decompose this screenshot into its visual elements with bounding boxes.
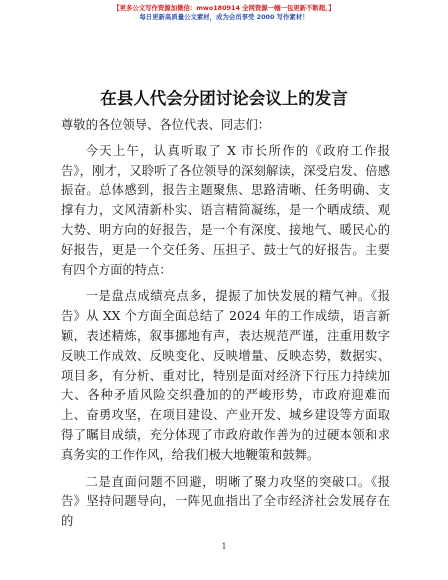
page-number: 1 [221, 542, 227, 551]
paragraph-2: 一是盘点成绩亮点多，提振了加快发展的精气神。《报告》从 XX 个方面全面总结了 2024 年的工作成绩，语言新颖，表述精炼，叙事挪地有声，表达规范严谨，注重用数字反映工作成效、反映变化、反映增量、反映态势，数据实、项目多，有分析、重对比，特别是面对经济下行压力持续加大、各种矛盾风险交织叠加的的严峻形势，市政府迎难而上、奋勇攻坚，在项目建设、产业开发、城乡建设等方面取得了瞩目成绩，充分体现了市政府敢作善为的过硬本领和求真务实的工作作风，给我们极大地鞭策和鼓舞。 [61, 289, 390, 462]
document-title: 在县人代会分团讨论会议上的发言 [100, 89, 348, 108]
salutation: 尊敬的各位领导、各位代表、同志们： [61, 118, 271, 132]
promo-banner-line1: 【更多公文写作资源加微信：mwo180914 全网资源一帼一包更新不断超，】 [113, 4, 335, 12]
paragraph-3: 二是直面问题不回避，明晰了聚力攻坚的突破口。《报告》坚持问题导向，一阵见血指出了全市经济社会发展存在的 [61, 474, 390, 529]
document-body [61, 116, 390, 539]
paragraph-1: 今天上午，认真听取了 X 市长所作的《政府工作报告》，刚才，又聆听了各位领导的深刻解读，深受启发、倍感振奋。总体感到，报告主题聚焦、思路清晰、任务明确、支撑有力，文风清新朴实、语言精简凝练，是一个晒成绩、观大势、明方向的好报告，是一个有深度、接地气、暖民心的好报告，更是一个交任务、压担子、鼓士气的好报告。主要有四个方面的特点： [61, 143, 390, 277]
promo-banner-line2: 每日更新高质量公文素材，成为会员享受 2000 写作素材！ [139, 13, 309, 21]
promo-banner [0, 4, 448, 22]
